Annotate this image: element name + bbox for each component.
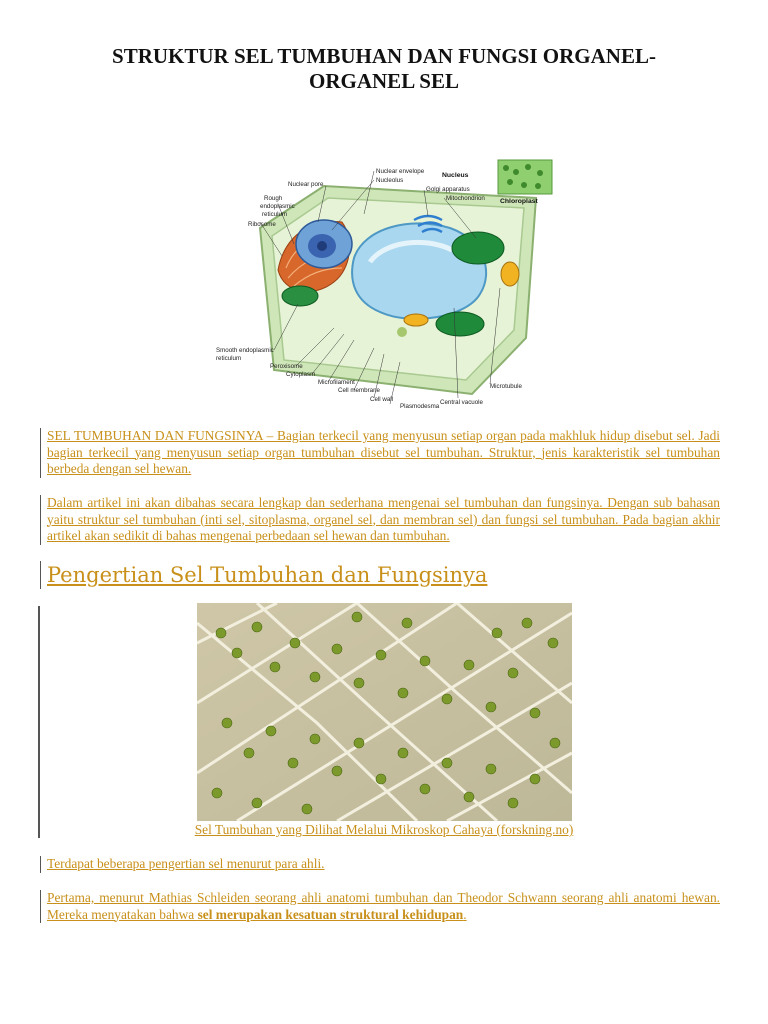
intro-paragraph-2-text[interactable]: Dalam artikel ini akan dibahas secara lengkap dan sederhana mengenai sel tumbuhan dan fungsinya. Dengan sub bahasan yaitu struktur sel tumbuhan (inti sel, sitoplasma, organel sel, dan membran sel) dan fungsi sel tumbuhan. Pada bagian akhir artikel akan sedikit di bahas mengenai perbedaan sel hewan dan tumbuhan. bbox=[47, 495, 720, 543]
figure-caption[interactable]: Sel Tumbuhan yang Dilihat Melalui Mikroskop Cahaya (forskning.no) bbox=[194, 822, 574, 837]
intro-paragraph-2 bbox=[40, 495, 720, 545]
label-golgi: Golgi apparatus bbox=[426, 186, 470, 193]
label-nuclear-envelope: Nuclear envelope bbox=[376, 168, 425, 175]
document-title: STRUKTUR SEL TUMBUHAN DAN FUNGSI ORGANEL-ORGANEL SEL bbox=[112, 44, 656, 93]
label-plasmodesma: Plasmodesma bbox=[400, 403, 440, 410]
paragraph-4-text-start[interactable]: Pertama, menurut Mathias Schleiden seorang ahli anatomi tumbuhan dan Theodor Schwann seorang ahli anatomi hewan. Mereka menyatakan bahwa bbox=[47, 890, 720, 922]
label-nucleus: Nucleus bbox=[442, 172, 469, 179]
label-nucleolus: Nucleolus bbox=[376, 177, 404, 184]
label-rough-er-1: Rough bbox=[264, 195, 283, 202]
section-heading[interactable]: Pengertian Sel Tumbuhan dan Fungsinya bbox=[47, 563, 488, 587]
label-microfilament: Microfilament bbox=[318, 379, 355, 386]
label-cell-wall: Cell wall bbox=[370, 396, 394, 403]
label-ribosome: Ribosome bbox=[248, 221, 276, 228]
intro-lead-link[interactable]: SEL TUMBUHAN DAN FUNGSINYA bbox=[47, 428, 263, 443]
paragraph-4 bbox=[40, 890, 720, 923]
label-smooth-er-2: reticulum bbox=[216, 355, 242, 362]
microscope-cell-image bbox=[197, 603, 572, 821]
label-rough-er-2: endoplasmic bbox=[260, 203, 295, 210]
label-rough-er-3: reticulum bbox=[262, 211, 288, 218]
label-cytoplasm: Cytoplasm bbox=[286, 371, 316, 378]
plant-cell-diagram bbox=[214, 158, 554, 412]
intro-paragraph-1 bbox=[40, 428, 720, 478]
label-chloroplast: Chloroplast bbox=[500, 198, 538, 205]
intro-paragraph-1-text[interactable]: – Bagian terkecil yang menyusun setiap organ pada makhluk hidup disebut sel. Jadi bagian terkecil yang menyusun setiap organ tumbuhan disebut sel tumbuhan. Struktur, jenis karakteristik sel tumbuhan berbeda dengan sel hewan. bbox=[47, 428, 720, 476]
figure-left-rule bbox=[38, 606, 40, 838]
section-heading-wrap bbox=[40, 561, 487, 589]
label-mitochondrion: Mitochondrion bbox=[446, 195, 485, 202]
paragraph-4-bold[interactable]: sel merupakan kesatuan struktural kehidupan bbox=[197, 906, 464, 922]
paragraph-4-end[interactable]: . bbox=[463, 906, 467, 922]
label-central-vacuole: Central vacuole bbox=[440, 399, 483, 406]
label-nuclear-pore: Nuclear pore bbox=[288, 181, 324, 188]
paragraph-3-text[interactable]: Terdapat beberapa pengertian sel menurut para ahli. bbox=[47, 856, 325, 871]
label-peroxisome: Peroxisome bbox=[270, 363, 303, 370]
label-cell-membrane: Cell membrane bbox=[338, 387, 380, 394]
paragraph-3 bbox=[40, 856, 720, 873]
label-microtubule: Microtubule bbox=[490, 383, 522, 390]
label-smooth-er-1: Smooth endoplasmic bbox=[216, 347, 274, 354]
